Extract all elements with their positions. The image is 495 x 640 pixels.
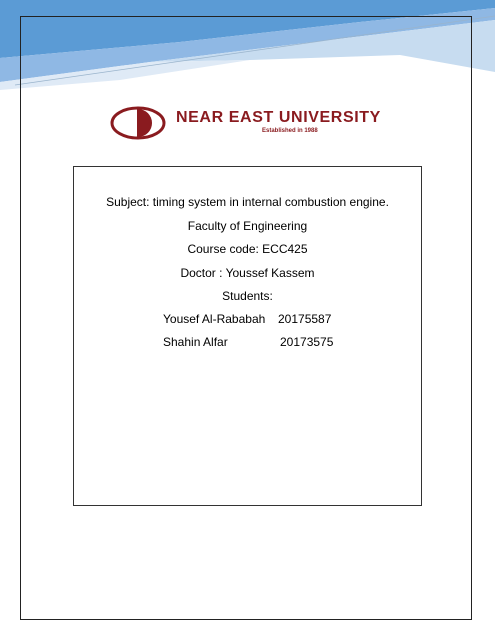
subject-line: Subject: timing system in internal combustion engine.: [106, 195, 389, 209]
student-name: Shahin Alfar: [163, 335, 228, 349]
university-logo: [110, 104, 385, 142]
cover-info-box: [73, 166, 422, 506]
student-id: 20175587: [278, 312, 332, 326]
university-emblem-icon: [110, 106, 168, 140]
student-name: Yousef Al-Rababah: [163, 312, 266, 326]
doctor-line: Doctor : Youssef Kassem: [180, 266, 315, 280]
course-code-line: Course code: ECC425: [187, 242, 308, 256]
university-name: NEAR EAST UNIVERSITY: [176, 109, 381, 126]
faculty-line: Faculty of Engineering: [187, 219, 308, 233]
students-heading: Students:: [222, 289, 273, 303]
student-id: 20173575: [280, 335, 334, 349]
university-tagline: Established in 1988: [262, 128, 318, 134]
